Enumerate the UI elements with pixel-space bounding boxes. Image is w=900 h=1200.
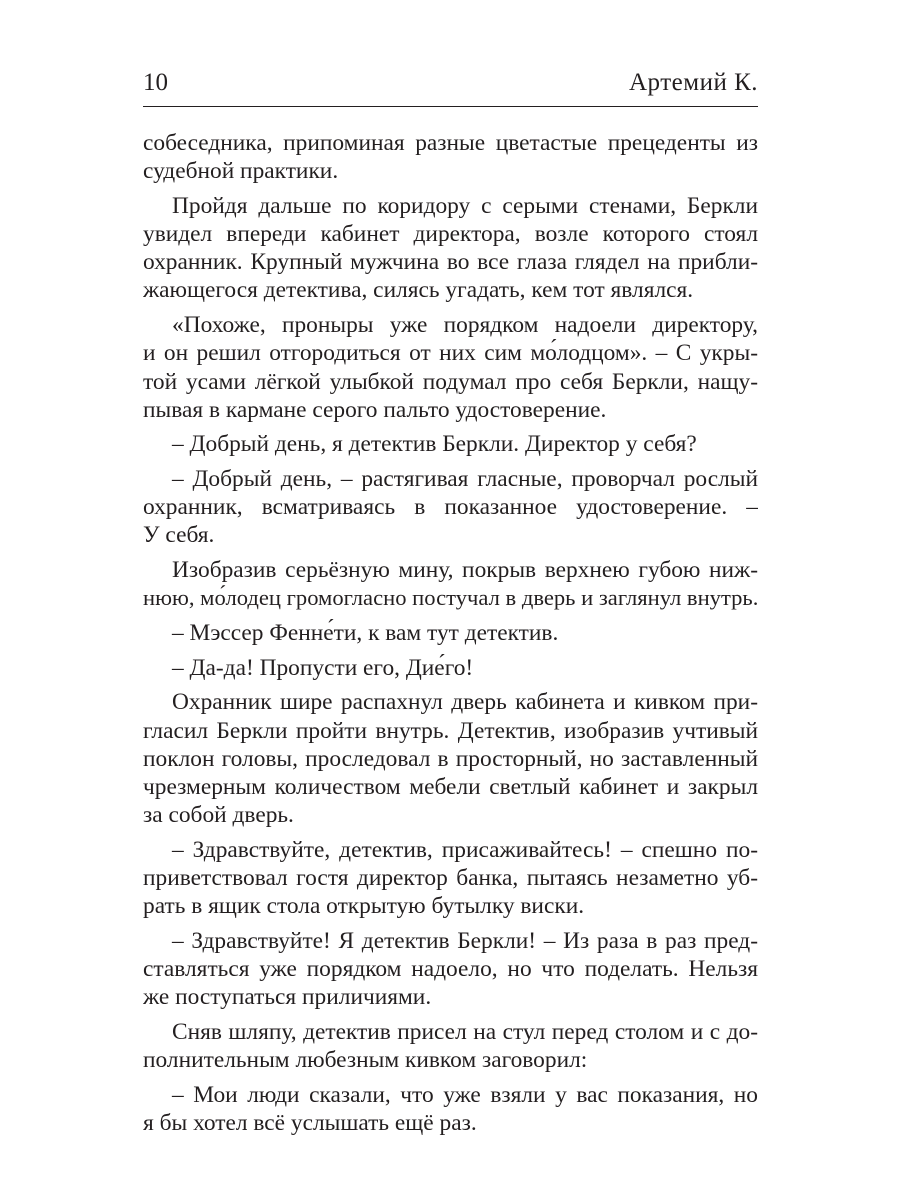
text-line: увидел впереди кабинет директора, возле которого стоял bbox=[143, 221, 758, 248]
text-line: я бы хотел всё услышать ещё раз. bbox=[143, 1110, 477, 1136]
body-text bbox=[143, 129, 758, 1144]
text-line: чрезмерным количеством мебели светлый кабинет и закрыл bbox=[143, 773, 758, 800]
text-line: Пройдя дальше по коридору с серыми стенами, Беркли bbox=[172, 192, 758, 219]
text-line: полнительным любезным кивком заговорил: bbox=[143, 1047, 588, 1074]
text-line: приветствовал гостя директор банка, пытаясь незаметно уб- bbox=[143, 865, 758, 891]
text-line: – Мои люди сказали, что уже взяли у вас показания, но bbox=[172, 1081, 758, 1108]
text-line: У себя. bbox=[143, 522, 215, 549]
paragraph bbox=[143, 129, 758, 185]
paragraph bbox=[143, 465, 758, 550]
text-line: собеседника, припоминая разные цветастые прецеденты из bbox=[143, 130, 758, 156]
text-line: «Похоже, проныры уже порядком надоели директору, bbox=[172, 312, 758, 339]
page-header bbox=[143, 62, 758, 107]
text-line: – Добрый день, – растягивая гласные, проворчал рослый bbox=[172, 466, 758, 493]
paragraph bbox=[143, 556, 758, 612]
text-line: Сняв шляпу, детектив присел на стул перед столом и с до- bbox=[172, 1018, 758, 1045]
text-line: той усами лёгкой улыбкой подумал про себя Беркли, нащу- bbox=[143, 368, 758, 395]
paragraph bbox=[143, 654, 758, 682]
text-line: и он решил отгородиться от них сим мо́лодцом». – С укры- bbox=[143, 340, 758, 367]
paragraph bbox=[143, 1081, 758, 1137]
paragraph bbox=[143, 192, 758, 305]
text-line: Охранник шире распахнул дверь кабинета и кивком при- bbox=[172, 689, 758, 716]
text-line: – Здравствуйте! Я детектив Беркли! – Из раза в раз пред- bbox=[172, 927, 758, 954]
text-line: – Здравствуйте, детектив, присаживайтесь! – спешно по- bbox=[172, 836, 758, 863]
text-line: – Мэссер Фенне́ти, к вам тут детектив. bbox=[172, 620, 559, 646]
text-line: ставляться уже порядком надоело, но что поделать. Нельзя bbox=[143, 956, 758, 983]
text-line: рать в ящик стола открытую бутылку виски. bbox=[143, 893, 585, 920]
text-line: Изобразив серьёзную мину, покрыв верхнею губою ниж- bbox=[172, 557, 758, 584]
text-line: – Добрый день, я детектив Беркли. Директор у себя? bbox=[172, 431, 697, 458]
paragraph bbox=[143, 927, 758, 1012]
text-line: поклон головы, проследовал в просторный, но заставленный bbox=[143, 745, 758, 772]
text-line: же поступаться приличиями. bbox=[143, 984, 432, 1011]
text-line: жающегося детектива, силясь угадать, кем тот являлся. bbox=[143, 277, 694, 304]
text-line: охранник. Крупный мужчина во все глаза глядел на прибли- bbox=[143, 249, 758, 276]
text-line: охранник, всматриваясь в показанное удостоверение. – bbox=[143, 494, 758, 521]
paragraph bbox=[143, 311, 758, 424]
paragraph bbox=[143, 1018, 758, 1074]
paragraph bbox=[143, 619, 758, 647]
text-line: судебной практики. bbox=[143, 158, 339, 185]
running-head-author: Артемий К. bbox=[629, 69, 758, 96]
text-line: за собой дверь. bbox=[143, 802, 294, 829]
page-number: 10 bbox=[143, 69, 168, 96]
paragraph bbox=[143, 430, 758, 458]
text-line: – Да-да! Пропусти его, Дие́го! bbox=[172, 654, 474, 681]
text-line: пывая в кармане серого пальто удостоверение. bbox=[143, 396, 607, 423]
paragraph bbox=[143, 836, 758, 921]
text-line: нюю, мо́лодец громогласно постучал в дверь и заглянул внутрь. bbox=[143, 585, 758, 611]
paragraph bbox=[143, 688, 758, 829]
text-line: гласил Беркли пройти внутрь. Детектив, изобразив учтивый bbox=[143, 717, 758, 744]
